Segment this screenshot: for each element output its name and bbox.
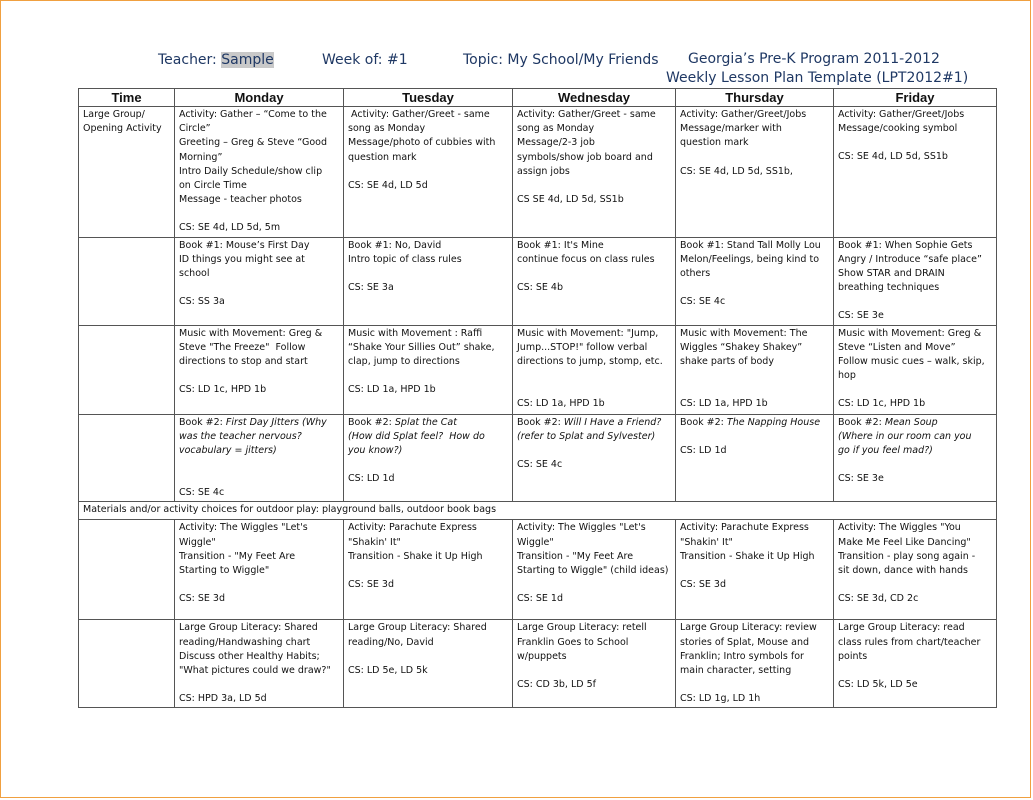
text-line: Transition - Shake it Up High <box>680 550 815 562</box>
text-line: song as Monday <box>517 123 595 135</box>
text-line: question mark <box>680 137 749 149</box>
text-line: vocabulary = jitters) <box>179 445 277 457</box>
wednesday-cell[interactable] <box>513 107 676 238</box>
text-line: Message/cooking symbol <box>838 123 958 135</box>
text-line: Wiggles “Shakey Shakey” <box>680 341 803 353</box>
spacer <box>517 267 671 281</box>
col-header-thursday: Thursday <box>676 89 834 107</box>
spacer <box>680 151 829 165</box>
text-line: Jump...STOP!" follow verbal <box>517 341 648 353</box>
spacer <box>348 369 508 383</box>
time-cell <box>79 520 175 620</box>
standards-line: CS: LD 5e, LD 5k <box>348 664 428 676</box>
text-line: directions to jump, stomp, etc. <box>517 356 663 368</box>
text-line: main character, setting <box>680 665 792 677</box>
table-row <box>79 237 997 325</box>
spacer <box>348 458 508 472</box>
header-row <box>79 89 997 107</box>
friday-cell[interactable] <box>834 414 997 502</box>
spacer <box>348 564 508 578</box>
friday-cell[interactable] <box>834 107 997 238</box>
thursday-cell[interactable] <box>676 107 834 238</box>
table-row <box>79 520 997 620</box>
text-line: Wiggle" <box>179 536 216 548</box>
book-label: Book #2: <box>179 416 226 428</box>
book-title: Will I Have a Friend? <box>563 416 662 428</box>
teacher-field <box>158 52 274 68</box>
text-line: Starting to Wiggle" <box>179 565 270 577</box>
text-line: directions to stop and start <box>179 356 308 368</box>
book-label: Book #2: <box>348 416 395 428</box>
text-line: Book #1: It's Mine <box>517 239 604 251</box>
spacer <box>838 295 992 309</box>
text-line: Intro Daily Schedule/show clip <box>179 165 323 177</box>
text-line: Book #1: Mouse’s First Day <box>179 239 310 251</box>
text-line: class rules from chart/teacher <box>838 636 981 648</box>
topic-value[interactable]: My School/My Friends <box>507 52 659 68</box>
standards-line: CS: LD 1g, LD 1h <box>680 693 761 705</box>
text-line: Music with Movement: "Jump, <box>517 327 659 339</box>
text-line <box>680 416 829 430</box>
week-value[interactable]: #1 <box>386 52 408 68</box>
text-line: Message/2-3 job <box>517 137 595 149</box>
teacher-label: Teacher: <box>158 52 217 68</box>
tuesday-cell[interactable] <box>344 414 513 502</box>
text-line: Steve “Listen and Move” <box>838 341 956 353</box>
text-line: Steve "The Freeze" Follow <box>179 341 306 353</box>
text-line: Discuss other Healthy Habits; <box>179 650 320 662</box>
text-line: Activity: Gather/Greet - same <box>517 109 656 120</box>
text-line: Music with Movement : Raffi <box>348 327 483 339</box>
text-line: Book #1: When Sophie Gets <box>838 239 973 251</box>
spacer <box>179 207 339 221</box>
monday-cell[interactable] <box>175 414 344 502</box>
text-line: Large Group Literacy: review <box>680 622 817 634</box>
text-line: ID things you might see at <box>179 253 305 265</box>
spacer <box>838 458 992 472</box>
text-line: Transition - "My Feet Are <box>517 550 634 562</box>
spacer <box>517 369 671 383</box>
spacer <box>517 179 671 193</box>
text-line: Book #1: No, David <box>348 239 442 251</box>
standards-line: CS: SE 1d <box>517 593 564 605</box>
time-cell <box>79 414 175 502</box>
table-row <box>79 414 997 502</box>
week-label: Week of: <box>322 52 383 68</box>
text-line: you know?) <box>348 445 403 457</box>
text-line: hop <box>838 370 856 382</box>
text-line <box>348 416 508 430</box>
text-line: Message - teacher photos <box>179 194 302 206</box>
col-header-time: Time <box>79 89 175 107</box>
book-title: Mean Soup <box>884 416 938 428</box>
text-line: Activity: The Wiggles "Let's <box>179 522 308 534</box>
wednesday-cell[interactable] <box>513 325 676 414</box>
standards-line: CS: SE 4d, LD 5d, SS1b, <box>680 165 793 177</box>
spacer <box>680 383 829 397</box>
book-label: Book #2: <box>838 416 885 428</box>
spacer <box>179 472 339 486</box>
spacer <box>179 369 339 383</box>
standards-line: CS: LD 1c, HPD 1b <box>179 384 267 396</box>
tuesday-cell[interactable] <box>344 107 513 238</box>
text-line: Message/photo of cubbies with <box>348 137 496 149</box>
text-line: Circle” <box>179 123 211 135</box>
spacer <box>348 267 508 281</box>
topic-label: Topic: <box>463 52 503 68</box>
standards-line: CS: LD 1d <box>680 444 727 456</box>
text-line: reading/No, David <box>348 636 434 648</box>
standards-line: CS: SE 3d, CD 2c <box>838 593 919 605</box>
tuesday-cell[interactable] <box>344 520 513 620</box>
text-line: on Circle Time <box>179 180 247 192</box>
standards-line: CS: LD 1d <box>348 473 395 485</box>
standards-line: CS: SE 4d, LD 5d, SS1b <box>838 151 948 163</box>
time-cell <box>79 620 175 708</box>
text-line: question mark <box>348 151 417 163</box>
spacer <box>517 444 671 458</box>
text-line: Angry / Introduce “safe place” <box>838 253 982 265</box>
standards-line: CS: LD 1a, HPD 1b <box>348 384 436 396</box>
text-line: Activity: The Wiggles "Let's <box>517 522 646 534</box>
thursday-cell[interactable] <box>676 325 834 414</box>
standards-line: CS: SE 3d <box>348 579 395 591</box>
time-cell <box>79 107 175 238</box>
text-line: "Shakin' It" <box>348 536 401 548</box>
time-cell <box>79 237 175 325</box>
text-line: points <box>838 650 868 662</box>
text-line: “Shake Your Sillies Out” shake, <box>348 341 495 353</box>
friday-cell[interactable] <box>834 237 997 325</box>
spacer <box>348 650 508 664</box>
text-line: Activity: Parachute Express <box>680 522 809 534</box>
text-line: "What pictures could we draw?" <box>179 665 331 677</box>
text-line: Music with Movement: The <box>680 327 808 339</box>
text-line: Large Group Literacy: Shared <box>348 622 487 634</box>
text-line: w/puppets <box>517 650 567 662</box>
standards-line: CS: SE 3a <box>348 282 394 294</box>
text-line: Large Group Literacy: retell <box>517 622 647 634</box>
text-line: sit down, dance with hands <box>838 565 968 577</box>
wednesday-cell[interactable] <box>513 520 676 620</box>
standards-line: CS: LD 1a, HPD 1b <box>517 398 605 410</box>
standards-line: CS: LD 1c, HPD 1b <box>838 398 926 410</box>
spacer <box>680 678 829 692</box>
text-line: (refer to Splat and Sylvester) <box>517 430 656 442</box>
table-row <box>79 325 997 414</box>
table-row <box>79 107 997 238</box>
text-line: school <box>179 268 210 280</box>
standards-line: CS: SE 4c <box>680 296 726 308</box>
tuesday-cell[interactable] <box>344 237 513 325</box>
program-title: Georgia’s Pre-K Program 2011-2012 <box>688 51 940 67</box>
spacer <box>838 136 992 150</box>
spacer <box>680 564 829 578</box>
col-header-friday: Friday <box>834 89 997 107</box>
standards-line: CS: SE 4b <box>517 282 564 294</box>
spacer <box>680 430 829 444</box>
friday-cell[interactable] <box>834 620 997 708</box>
text-line <box>838 416 992 430</box>
friday-cell[interactable] <box>834 325 997 414</box>
text-line: go if you feel mad?) <box>838 445 933 457</box>
text-line: was the teacher nervous? <box>179 430 302 442</box>
friday-cell[interactable] <box>834 520 997 620</box>
teacher-value[interactable]: Sample <box>221 52 274 68</box>
text-line: shake parts of body <box>680 356 774 368</box>
book-title: The Napping House <box>726 416 821 428</box>
standards-line: CS: SS 3a <box>179 296 225 308</box>
thursday-cell[interactable] <box>676 414 834 502</box>
text-line: Activity: Gather/Greet/Jobs <box>838 109 965 120</box>
wednesday-cell[interactable] <box>513 237 676 325</box>
spacer <box>179 281 339 295</box>
text-line: Transition - play song again - <box>838 550 976 562</box>
spacer <box>179 578 339 592</box>
col-header-tuesday: Tuesday <box>344 89 513 107</box>
standards-line: CS: CD 3b, LD 5f <box>517 679 596 691</box>
wednesday-cell[interactable] <box>513 414 676 502</box>
template-title: Weekly Lesson Plan Template (LPT2012#1) <box>666 70 969 86</box>
spacer <box>179 678 339 692</box>
tuesday-cell[interactable] <box>344 620 513 708</box>
standards-line: CS: LD 1a, HPD 1b <box>680 398 768 410</box>
materials-row <box>79 502 997 520</box>
text-line: Large Group/ <box>83 109 145 120</box>
monday-cell[interactable] <box>175 325 344 414</box>
spacer <box>517 383 671 397</box>
spacer <box>838 383 992 397</box>
standards-line: CS: SE 3d <box>680 579 727 591</box>
col-header-monday: Monday <box>175 89 344 107</box>
standards-line: CS: SE 4d, LD 5d <box>348 179 428 191</box>
text-line: Show STAR and DRAIN <box>838 268 945 280</box>
text-line: Activity: Gather/Greet - same <box>348 109 490 120</box>
text-line: Large Group Literacy: read <box>838 622 965 634</box>
spacer <box>838 664 992 678</box>
spacer <box>348 165 508 179</box>
text-line: (How did Splat feel? How do <box>348 430 485 442</box>
book-title: Splat the Cat <box>394 416 457 428</box>
text-line: Franklin Goes to School <box>517 636 629 648</box>
text-line: song as Monday <box>348 123 426 135</box>
standards-line: CS: LD 5k, LD 5e <box>838 679 918 691</box>
week-field <box>322 52 408 68</box>
text-line <box>179 416 339 430</box>
text-line: "Shakin' It" <box>680 536 733 548</box>
book-label: Book #2: <box>517 416 564 428</box>
monday-cell[interactable] <box>175 237 344 325</box>
text-line: Activity: The Wiggles "You <box>838 522 961 534</box>
spacer <box>517 664 671 678</box>
monday-cell[interactable] <box>175 520 344 620</box>
text-line: Wiggle" <box>517 536 554 548</box>
text-line: Transition - Shake it Up High <box>348 550 483 562</box>
text-line: Melon/Feelings, being kind to <box>680 253 820 265</box>
text-line: Large Group Literacy: Shared <box>179 622 318 634</box>
text-line: breathing techniques <box>838 282 940 294</box>
topic-field <box>463 52 659 68</box>
monday-cell[interactable] <box>175 620 344 708</box>
thursday-cell[interactable] <box>676 620 834 708</box>
table-row <box>79 620 997 708</box>
thursday-cell[interactable] <box>676 520 834 620</box>
text-line: stories of Splat, Mouse and <box>680 636 810 648</box>
standards-line: CS: SE 4d, LD 5d, 5m <box>179 222 281 234</box>
spacer <box>179 458 339 472</box>
standards-line: CS: SE 3d <box>179 593 226 605</box>
text-line: clap, jump to directions <box>348 356 460 368</box>
text-line: Activity: Parachute Express <box>348 522 477 534</box>
standards-line: CS: SE 3e <box>838 473 884 485</box>
text-line: reading/Handwashing chart <box>179 636 311 648</box>
text-line: Morning” <box>179 151 223 163</box>
text-line <box>517 416 671 430</box>
materials-cell[interactable]: Materials and/or activity choices for outdoor play: playground balls, outdoor book bags <box>79 502 997 520</box>
col-header-wednesday: Wednesday <box>513 89 676 107</box>
text-line: others <box>680 268 711 280</box>
text-line: Intro topic of class rules <box>348 253 462 265</box>
standards-line: CS SE 4d, LD 5d, SS1b <box>517 194 624 206</box>
text-line: Book #1: Stand Tall Molly Lou <box>680 239 821 251</box>
text-line: Make Me Feel Like Dancing" <box>838 536 971 548</box>
text-line: Opening Activity <box>83 123 162 135</box>
text-line: Greeting – Greg & Steve “Good <box>179 137 328 149</box>
standards-line: CS: HPD 3a, LD 5d <box>179 693 267 705</box>
spacer <box>680 369 829 383</box>
spacer <box>838 578 992 592</box>
text-line: Activity: Gather – “Come to the <box>179 109 327 120</box>
text-line: Music with Movement: Greg & <box>838 327 982 339</box>
tuesday-cell[interactable] <box>344 325 513 414</box>
lesson-plan-table <box>78 88 997 708</box>
text-line: Starting to Wiggle" (child ideas) <box>517 565 669 577</box>
text-line: assign jobs <box>517 165 570 177</box>
thursday-cell[interactable] <box>676 237 834 325</box>
text-line: (Where in our room can you <box>838 430 972 442</box>
text-line: Follow music cues – walk, skip, <box>838 356 985 368</box>
text-line: continue focus on class rules <box>517 253 655 265</box>
text-line: Activity: Gather/Greet/Jobs <box>680 109 807 120</box>
text-line: symbols/show job board and <box>517 151 653 163</box>
spacer <box>517 578 671 592</box>
time-cell <box>79 325 175 414</box>
standards-line: CS: SE 4c <box>179 487 225 499</box>
text-line: Franklin; Intro symbols for <box>680 650 804 662</box>
text-line: Transition - "My Feet Are <box>179 550 296 562</box>
standards-line: CS: SE 4c <box>517 459 563 471</box>
text-line: Music with Movement: Greg & <box>179 327 323 339</box>
book-title: First Day Jitters (Why <box>225 416 327 428</box>
text-line: Message/marker with <box>680 123 782 135</box>
book-label: Book #2: <box>680 416 727 428</box>
wednesday-cell[interactable] <box>513 620 676 708</box>
monday-cell[interactable] <box>175 107 344 238</box>
spacer <box>680 281 829 295</box>
standards-line: CS: SE 3e <box>838 310 884 322</box>
